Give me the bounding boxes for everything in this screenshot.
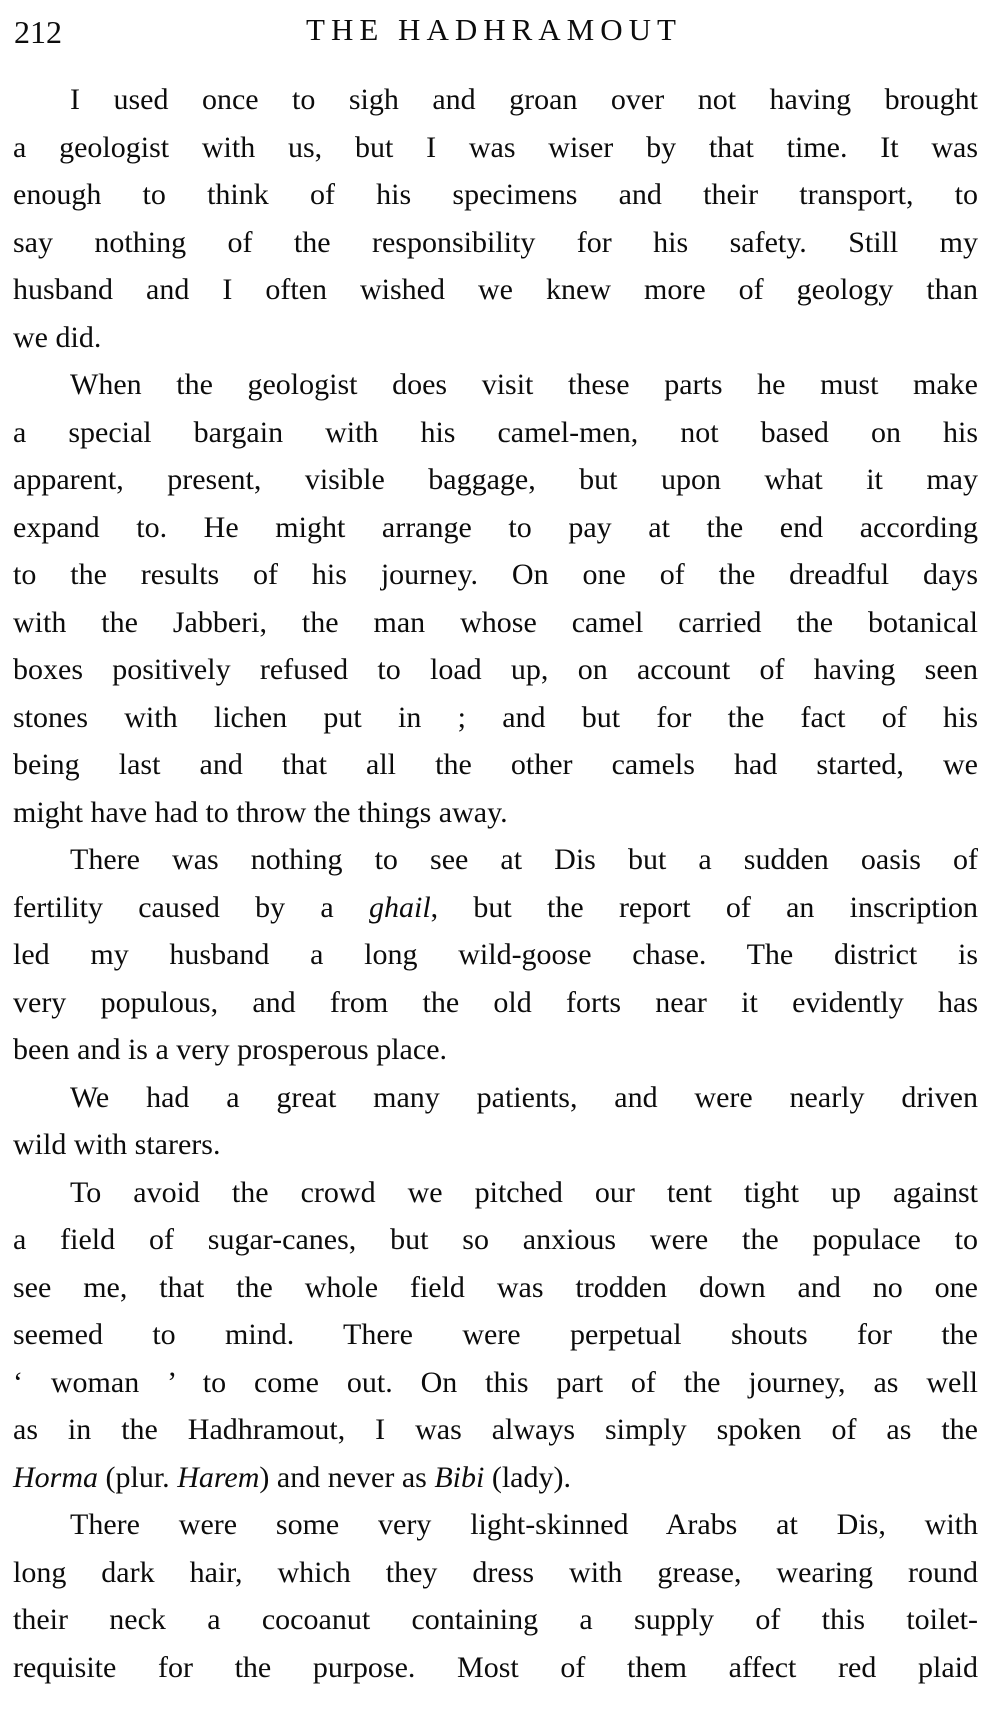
text-line: seemed to mind. There were perpetual shouts for the	[13, 1318, 978, 1351]
page-body	[13, 76, 978, 1691]
text-line: say nothing of the responsibility for his safety. Still my	[13, 225, 978, 259]
text-line: a geologist with us, but I was wiser by that time. It was	[13, 130, 978, 164]
text-line: we did.	[13, 320, 102, 354]
text-line: boxes positively refused to load up, on account of having seen	[13, 653, 978, 686]
text-line: expand to. He might arrange to pay at the end according	[13, 510, 978, 544]
text-line: stones with lichen put in ; and but for the fact of his	[13, 700, 978, 734]
paragraph	[13, 361, 978, 836]
text-line: There was nothing to see at Dis but a sudden oasis of	[70, 843, 978, 876]
running-title: THE HADHRAMOUT	[306, 12, 682, 47]
text-line: There were some very light-skinned Arabs at Dis, with	[70, 1508, 978, 1541]
text-line: Horma (plur. Harem) and never as Bibi (lady).	[13, 1460, 571, 1494]
paragraph	[13, 1169, 978, 1502]
text-line: enough to think of his specimens and their transport, to	[13, 178, 978, 211]
text-line: being last and that all the other camels had started, we	[13, 748, 978, 781]
paragraph	[13, 836, 978, 1074]
paragraph	[13, 1074, 978, 1169]
text-line: requisite for the purpose. Most of them affect red plaid	[13, 1650, 978, 1684]
text-line: their neck a cocoanut containing a supply of this toilet-	[13, 1603, 978, 1636]
text-line: a special bargain with his camel-men, not based on his	[13, 415, 978, 449]
text-line: To avoid the crowd we pitched our tent tight up against	[70, 1175, 978, 1209]
text-line: We had a great many patients, and were nearly driven	[70, 1080, 978, 1114]
page-number: 212	[14, 14, 62, 50]
text-line: see me, that the whole field was trodden down and no one	[13, 1270, 978, 1304]
paragraph	[13, 76, 978, 361]
text-line: fertility caused by a ghail, but the report of an inscription	[13, 890, 978, 924]
text-line: been and is a very prosperous place.	[13, 1033, 448, 1066]
text-line: very populous, and from the old forts near it evidently has	[13, 985, 978, 1019]
text-line: ‘ woman ’ to come out. On this part of the journey, as well	[13, 1365, 978, 1399]
text-line: as in the Hadhramout, I was always simply spoken of as the	[13, 1413, 978, 1446]
text-line: apparent, present, visible baggage, but upon what it may	[13, 463, 978, 496]
text-line: long dark hair, which they dress with grease, wearing round	[13, 1555, 978, 1589]
text-line: wild with starers.	[13, 1128, 221, 1161]
text-line: a field of sugar-canes, but so anxious were the populace to	[13, 1223, 978, 1256]
text-line: When the geologist does visit these parts he must make	[70, 368, 978, 401]
text-line: might have had to throw the things away.	[13, 795, 508, 829]
text-line: led my husband a long wild-goose chase. The district is	[13, 938, 978, 971]
text-line: I used once to sigh and groan over not having brought	[70, 83, 978, 116]
paragraph	[13, 1501, 978, 1691]
text-line: to the results of his journey. On one of the dreadful days	[13, 558, 978, 591]
text-line: with the Jabberi, the man whose camel carried the botanical	[13, 605, 978, 639]
text-line: husband and I often wished we knew more of geology than	[13, 273, 978, 306]
page-header	[14, 12, 974, 56]
